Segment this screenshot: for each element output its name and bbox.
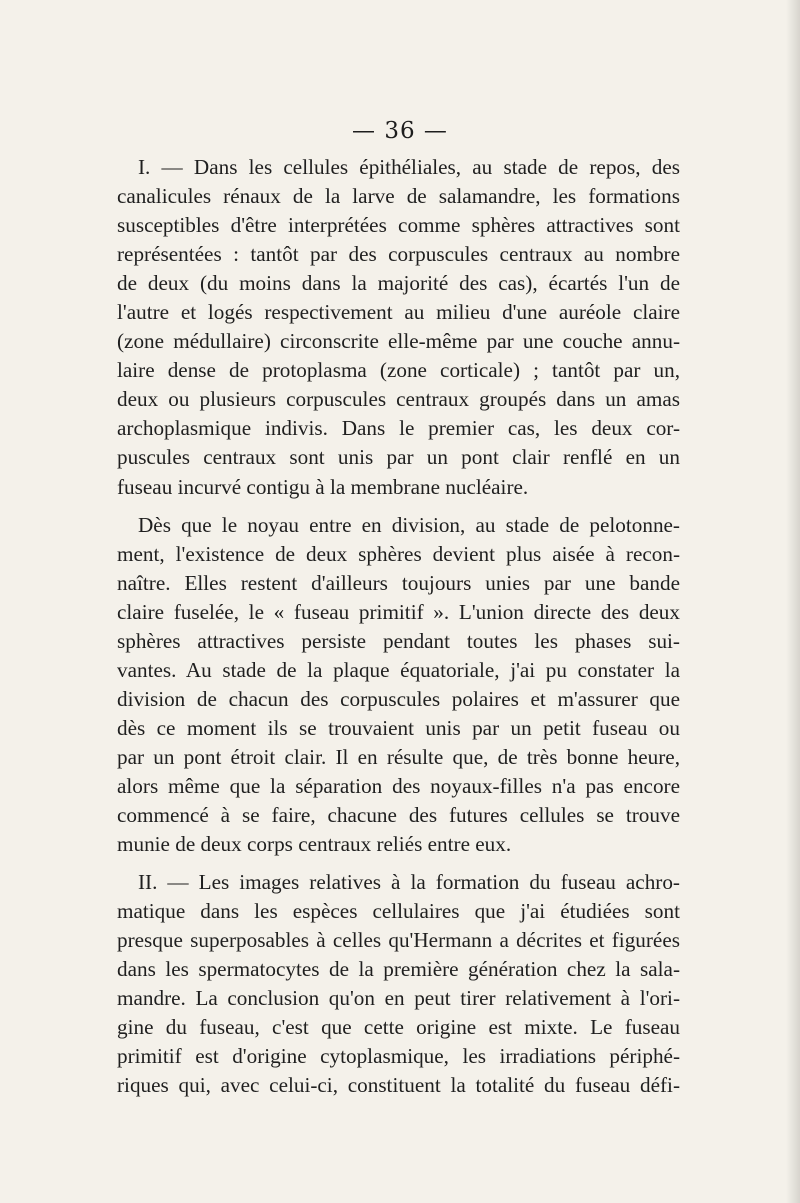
text-line: alors même que la séparation des noyaux-filles n'a pas encore <box>117 773 680 798</box>
page-number: — 36 — <box>352 118 448 144</box>
paragraph-2 <box>117 511 680 860</box>
text-line: puscules centraux sont unis par un pont clair renflé en un <box>117 445 680 470</box>
page-edge-shadow <box>786 0 800 1203</box>
text-line: (zone médullaire) circonscrite elle-même par une couche annu- <box>117 329 680 354</box>
text-line: munie de deux corps centraux reliés entre eux. <box>117 832 512 857</box>
text-line: sphères attractives persiste pendant toutes les phases sui- <box>117 628 680 653</box>
text-line: naître. Elles restent d'ailleurs toujours unies par une bande <box>117 570 680 595</box>
text-line: représentées : tantôt par des corpuscules centraux au nombre <box>117 242 680 267</box>
text-line: presque superposables à celles qu'Hermann a décrites et figurées <box>117 928 680 953</box>
text-line: gine du fuseau, c'est que cette origine est mixte. Le fuseau <box>117 1015 680 1040</box>
text-line: fuseau incurvé contigu à la membrane nucléaire. <box>117 474 529 499</box>
text-line: archoplasmique indivis. Dans le premier cas, les deux cor- <box>117 416 680 441</box>
text-line: commencé à se faire, chacune des futures cellules se trouve <box>117 803 680 828</box>
paragraph-1 <box>117 153 680 502</box>
text-line: division de chacun des corpuscules polaires et m'assurer que <box>117 686 680 711</box>
text-line: laire dense de protoplasma (zone corticale) ; tantôt par un, <box>117 358 680 383</box>
text-line: Dès que le noyau entre en division, au stade de pelotonne- <box>138 512 680 537</box>
text-line: ment, l'existence de deux sphères devient plus aisée à recon- <box>117 541 680 566</box>
body-text <box>117 153 680 1101</box>
text-line: vantes. Au stade de la plaque équatoriale, j'ai pu constater la <box>117 657 680 682</box>
text-line: susceptibles d'être interprétées comme sphères attractives sont <box>117 213 680 238</box>
text-line: dans les spermatocytes de la première génération chez la sala- <box>117 957 680 982</box>
text-line: I. — Dans les cellules épithéliales, au stade de repos, des <box>138 155 680 179</box>
text-line: mandre. La conclusion qu'on en peut tirer relativement à l'ori- <box>117 986 680 1011</box>
text-line: de deux (du moins dans la majorité des cas), écartés l'un de <box>117 271 680 296</box>
text-line: matique dans les espèces cellulaires que j'ai étudiées sont <box>117 899 680 924</box>
text-line: riques qui, avec celui-ci, constituent la totalité du fuseau défi- <box>117 1073 680 1098</box>
text-line: claire fuselée, le « fuseau primitif ». L'union directe des deux <box>117 599 680 624</box>
text-line: canalicules rénaux de la larve de salamandre, les formations <box>117 184 680 209</box>
paragraph-3 <box>117 868 680 1100</box>
text-line: deux ou plusieurs corpuscules centraux groupés dans un amas <box>117 387 680 412</box>
text-line: dès ce moment ils se trouvaient unis par un petit fuseau ou <box>117 715 680 740</box>
text-line: par un pont étroit clair. Il en résulte que, de très bonne heure, <box>117 744 680 769</box>
text-line: II. — Les images relatives à la formation du fuseau achro- <box>138 870 680 895</box>
text-line: l'autre et logés respectivement au milieu d'une auréole claire <box>117 300 680 325</box>
text-line: primitif est d'origine cytoplasmique, les irradiations périphé- <box>117 1044 680 1069</box>
